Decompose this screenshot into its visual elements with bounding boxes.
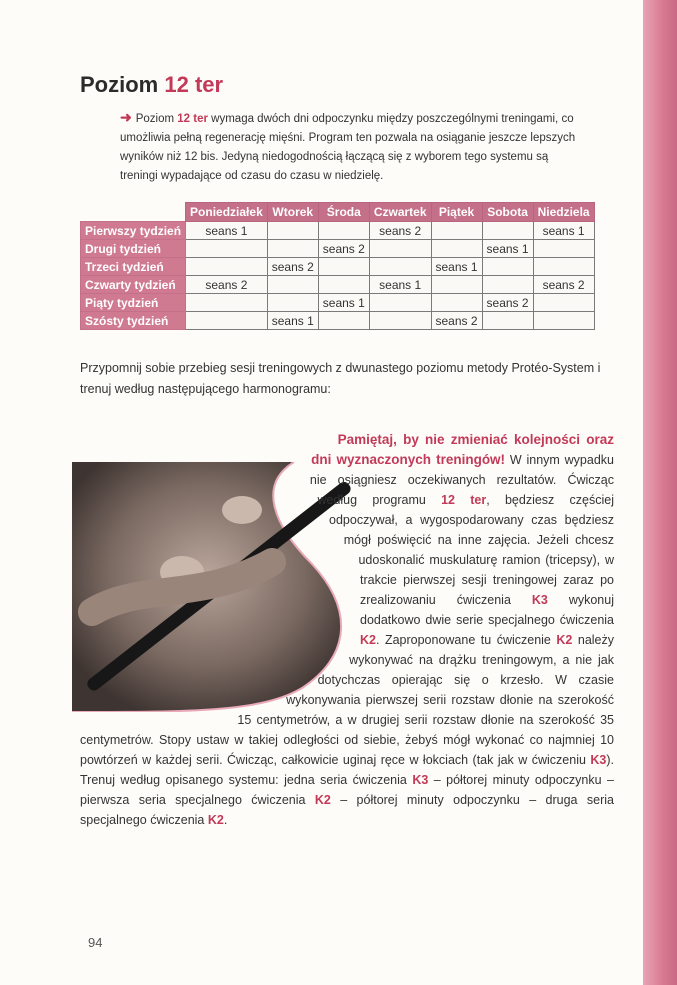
level-12ter: 12 ter bbox=[441, 493, 487, 507]
day-header: Niedziela bbox=[533, 203, 594, 222]
schedule-cell bbox=[369, 240, 431, 258]
table-row bbox=[81, 294, 595, 312]
schedule-cell: seans 2 bbox=[482, 294, 533, 312]
day-header: Poniedziałek bbox=[186, 203, 268, 222]
schedule-cell bbox=[186, 240, 268, 258]
schedule-cell bbox=[482, 312, 533, 330]
table-row bbox=[81, 240, 595, 258]
page-title bbox=[80, 72, 223, 98]
intro-paragraph bbox=[120, 108, 578, 186]
main-text-9: . bbox=[223, 813, 228, 827]
schedule-cell bbox=[533, 294, 594, 312]
week-label: Drugi tydzień bbox=[81, 240, 186, 258]
schedule-cell bbox=[482, 258, 533, 276]
table-header-row bbox=[81, 203, 595, 222]
week-label: Pierwszy tydzień bbox=[81, 222, 186, 240]
intro-highlight: 12 ter bbox=[177, 113, 208, 125]
schedule-cell: seans 2 bbox=[267, 258, 318, 276]
schedule-cell bbox=[431, 222, 482, 240]
schedule-cell bbox=[431, 276, 482, 294]
schedule-cell bbox=[369, 258, 431, 276]
schedule-cell: seans 1 bbox=[533, 222, 594, 240]
schedule-cell: seans 1 bbox=[267, 312, 318, 330]
schedule-cell bbox=[533, 240, 594, 258]
exercise-k3: K3 bbox=[590, 753, 607, 767]
main-text-1: W innym wypadku nie osiągniesz oczekiwanych rezultatów. Ćwicząc według programu bbox=[309, 453, 614, 507]
day-header: Wtorek bbox=[267, 203, 318, 222]
table-row bbox=[81, 312, 595, 330]
schedule-cell bbox=[533, 258, 594, 276]
exercise-k3: K3 bbox=[412, 773, 429, 787]
main-text-6: ). Trenuj według opisanego systemu: jedna seria ćwiczenia bbox=[80, 753, 614, 787]
main-text-8: – półtorej minuty odpoczynku – druga seria specjalnego ćwiczenia bbox=[80, 793, 614, 827]
schedule-cell: seans 2 bbox=[369, 222, 431, 240]
page-number: 94 bbox=[88, 935, 103, 950]
schedule-cell bbox=[267, 240, 318, 258]
table-row bbox=[81, 276, 595, 294]
day-header: Środa bbox=[318, 203, 369, 222]
schedule-cell bbox=[533, 312, 594, 330]
day-header: Sobota bbox=[482, 203, 533, 222]
side-color-bar bbox=[643, 0, 677, 985]
exercise-k2: K2 bbox=[207, 813, 224, 827]
schedule-cell bbox=[267, 294, 318, 312]
schedule-cell: seans 2 bbox=[431, 312, 482, 330]
arrow-right-icon: ➜ bbox=[120, 109, 132, 125]
schedule-cell bbox=[318, 258, 369, 276]
schedule-cell: seans 1 bbox=[318, 294, 369, 312]
main-text-5: należy wykonywać na drążku treningowym, a nie jak dotychczas opierając się o krzesło. W czasie wykonywania pierwszej serii rozstaw dłonie na szerokość 15 centymetrów, a w drugiej serii rozstaw dłonie na szerokość 35 centymetrów. Stopy ustaw w takiej odległości od siebie, żebyś mógł wykonać co najmniej 10 powtórzeń w każdej serii. Ćwicząc, całkowicie uginaj ręce w łokciach (tak jak w ćwiczeniu bbox=[80, 633, 614, 767]
schedule-cell bbox=[369, 294, 431, 312]
training-schedule-table bbox=[80, 202, 595, 330]
schedule-cell bbox=[482, 222, 533, 240]
schedule-cell bbox=[482, 276, 533, 294]
table-corner bbox=[81, 203, 186, 222]
schedule-cell bbox=[431, 240, 482, 258]
schedule-cell: seans 2 bbox=[186, 276, 268, 294]
table-row bbox=[81, 258, 595, 276]
schedule-cell bbox=[318, 312, 369, 330]
main-text-4: . Zaproponowane tu ćwiczenie bbox=[375, 633, 557, 647]
title-number: 12 ter bbox=[164, 72, 224, 97]
reminder-lead: Pamiętaj, by nie zmieniać kolejności oraz dni wyznaczonych treningów! bbox=[311, 432, 614, 467]
week-label: Czwarty tydzień bbox=[81, 276, 186, 294]
schedule-cell bbox=[369, 312, 431, 330]
week-label: Piąty tydzień bbox=[81, 294, 186, 312]
schedule-cell: seans 1 bbox=[186, 222, 268, 240]
schedule-cell bbox=[431, 294, 482, 312]
reminder-paragraph: Przypomnij sobie przebieg sesji treningowych z dwunastego poziomu metody Protéo-System i trenuj według następującego harmonogramu: bbox=[80, 361, 601, 396]
intro-text-2: wymaga dwóch dni odpoczynku między poszczególnymi treningami, co umożliwia pełną regenerację mięśni. Program ten pozwala na osiąganie jeszcze lepszych wyników niż 12 bis. Jedyną niedogodnością łączącą się z wyborem tego systemu są treningi wypadające od czasu do czasu w niedzielę. bbox=[120, 113, 576, 182]
schedule-cell bbox=[186, 312, 268, 330]
day-header: Piątek bbox=[431, 203, 482, 222]
schedule-cell bbox=[186, 258, 268, 276]
intro-text-1: Poziom bbox=[135, 113, 178, 125]
schedule-cell: seans 1 bbox=[482, 240, 533, 258]
main-text bbox=[80, 430, 614, 830]
week-label: Szósty tydzień bbox=[81, 312, 186, 330]
schedule-cell: seans 2 bbox=[318, 240, 369, 258]
schedule-cell bbox=[267, 276, 318, 294]
schedule-cell bbox=[267, 222, 318, 240]
table-row bbox=[81, 222, 595, 240]
schedule-cell: seans 1 bbox=[369, 276, 431, 294]
exercise-k3: K3 bbox=[531, 593, 548, 607]
main-text-2: , będziesz częściej odpoczywał, a wygospodarowany czas będziesz mógł poświęcić na inne zajęcia. Jeżeli chcesz udoskonalić muskulaturę ramion (tricepsy), w trakcie pierwszej sesji treningowej zaraz po zrealizowaniu ćwiczenia bbox=[329, 493, 615, 607]
week-label: Trzeci tydzień bbox=[81, 258, 186, 276]
schedule-cell bbox=[186, 294, 268, 312]
exercise-k2: K2 bbox=[556, 633, 573, 647]
main-text-3: wykonuj dodatkowo dwie serie specjalnego ćwiczenia bbox=[360, 593, 614, 627]
day-header: Czwartek bbox=[369, 203, 431, 222]
schedule-cell bbox=[318, 276, 369, 294]
schedule-cell: seans 1 bbox=[431, 258, 482, 276]
exercise-k2: K2 bbox=[360, 633, 376, 647]
title-prefix: Poziom bbox=[80, 72, 159, 97]
exercise-k2: K2 bbox=[314, 793, 331, 807]
schedule-cell: seans 2 bbox=[533, 276, 594, 294]
main-text-7: – półtorej minuty odpoczynku – pierwsza seria specjalnego ćwiczenia bbox=[80, 773, 614, 807]
schedule-cell bbox=[318, 222, 369, 240]
